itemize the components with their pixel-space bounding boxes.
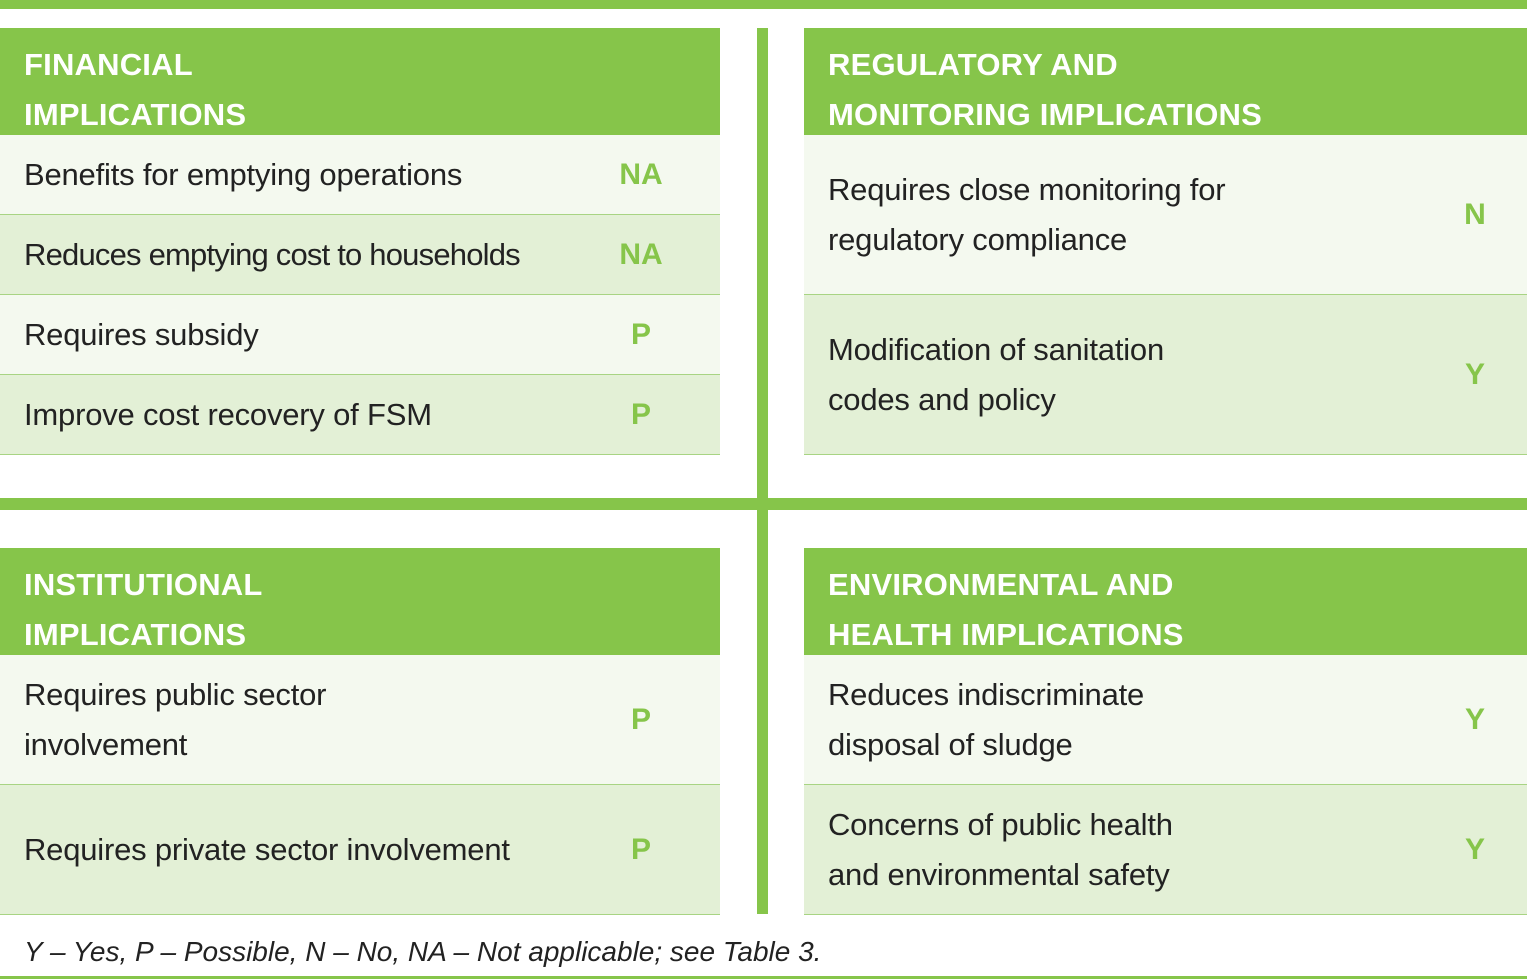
row-value: Y (1464, 357, 1486, 391)
panel-title-line1: ENVIRONMENTAL AND (828, 567, 1174, 602)
row-label (804, 165, 1225, 265)
row-label: Reduces emptying cost to households (24, 236, 520, 272)
row-value: NA (619, 157, 663, 191)
row-value: Y (1464, 702, 1486, 736)
legend-footnote: Y – Yes, P – Possible, N – No, NA – Not applicable; see Table 3. (24, 936, 822, 967)
table-row (804, 295, 1527, 455)
row-label-line1: Modification of sanitation (828, 331, 1164, 367)
row-value: N (1464, 197, 1486, 231)
top-rule (0, 0, 1527, 9)
table-row (0, 215, 720, 295)
row-label-line1: Requires close monitoring for (828, 171, 1226, 207)
panel-title-line2: MONITORING IMPLICATIONS (828, 97, 1262, 132)
row-label (804, 325, 1164, 425)
center-divider (757, 28, 768, 914)
row-value: P (630, 702, 652, 736)
row-label: Requires subsidy (24, 316, 259, 352)
panel-title-line2: IMPLICATIONS (24, 97, 247, 132)
table-row (804, 655, 1527, 785)
row-label: Benefits for emptying operations (24, 156, 463, 192)
table-row (0, 655, 720, 785)
regulatory-monitoring-panel (804, 28, 1527, 455)
row-label: Improve cost recovery of FSM (24, 396, 432, 432)
row-label-line2: involvement (24, 726, 188, 762)
row-label-line2: disposal of sludge (828, 726, 1073, 762)
table-row (0, 135, 720, 215)
row-label-line1: Reduces indiscriminate (828, 676, 1145, 712)
row-value: Y (1464, 832, 1486, 866)
panel-header (804, 28, 1527, 135)
row-value: P (630, 397, 652, 431)
row-label-line2: codes and policy (828, 381, 1056, 417)
panel-title-line1: REGULATORY AND (828, 47, 1118, 82)
table-row (804, 135, 1527, 295)
row-value: NA (619, 237, 663, 271)
table-row (0, 785, 720, 915)
row-label-line2: regulatory compliance (828, 221, 1128, 257)
environmental-health-panel (804, 548, 1527, 915)
row-label (804, 670, 1144, 770)
table-row (804, 785, 1527, 915)
panel-title-line2: HEALTH IMPLICATIONS (828, 617, 1184, 652)
row-label-line1: Concerns of public health (828, 806, 1173, 842)
middle-rule (0, 498, 1527, 510)
table-row (0, 375, 720, 455)
panel-title-line1: FINANCIAL (24, 47, 193, 82)
row-label: Requires private sector involvement (24, 831, 510, 867)
financial-implications-panel (0, 28, 720, 455)
row-label-line1: Requires public sector (24, 676, 327, 712)
panel-title-line1: INSTITUTIONAL (24, 567, 263, 602)
row-label-line2: and environmental safety (828, 856, 1170, 892)
panel-title-line2: IMPLICATIONS (24, 617, 247, 652)
row-label (0, 670, 326, 770)
panel-header (0, 28, 720, 135)
row-value: P (630, 317, 652, 351)
row-value: P (630, 832, 652, 866)
panel-header (0, 548, 720, 655)
row-label (804, 800, 1173, 900)
panel-header (804, 548, 1527, 655)
table-row (0, 295, 720, 375)
institutional-implications-panel (0, 548, 720, 915)
